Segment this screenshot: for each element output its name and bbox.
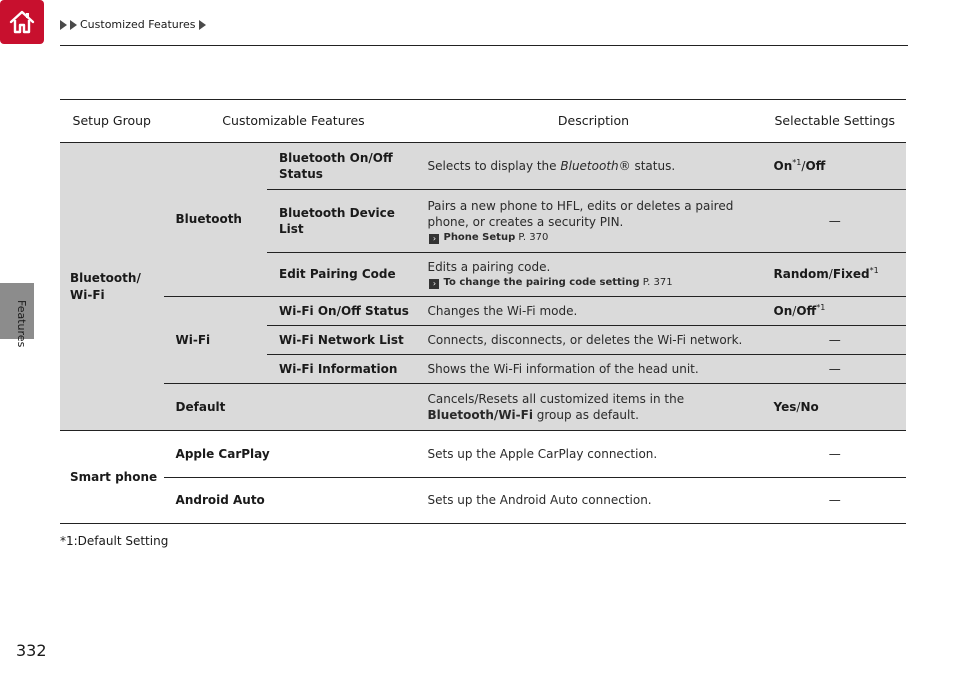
- feature-default: Default: [164, 384, 424, 431]
- header-description: Description: [423, 100, 763, 143]
- breadcrumb-arrow-icon: [199, 20, 206, 30]
- setting-wifi-network-list: —: [764, 326, 906, 355]
- header-rule: [60, 45, 908, 46]
- setting-apple-carplay: —: [764, 431, 906, 478]
- setting-default: Yes/No: [764, 384, 906, 431]
- description-bluetooth-onoff: Selects to display the Bluetooth® status.: [423, 143, 763, 190]
- setting-edit-pairing-code: Random/Fixed$^{*1}$: [764, 253, 906, 297]
- header-customizable-features: Customizable Features: [164, 100, 424, 143]
- description-wifi-onoff: Changes the Wi-Fi mode.: [423, 297, 763, 326]
- feature-wifi-network-list: Wi-Fi Network List: [267, 326, 423, 355]
- table-row: [60, 297, 906, 326]
- group-smartphone: Smart phone: [60, 431, 164, 524]
- subgroup-wifi: Wi-Fi: [164, 297, 267, 384]
- feature-wifi-onoff-status: Wi-Fi On/Off Status: [267, 297, 423, 326]
- footnote: *1:Default Setting: [60, 534, 169, 548]
- table-row: [60, 478, 906, 524]
- feature-edit-pairing-code: Edit Pairing Code: [267, 253, 423, 297]
- customized-features-table: [60, 99, 906, 524]
- home-icon: [7, 7, 37, 37]
- reference-arrow-icon: ›: [429, 279, 439, 289]
- feature-apple-carplay: Apple CarPlay: [164, 431, 424, 478]
- table-row: [60, 143, 906, 190]
- setting-wifi-onoff: On/Off$^{*1}$: [764, 297, 906, 326]
- feature-android-auto: Android Auto: [164, 478, 424, 524]
- setting-android-auto: —: [764, 478, 906, 524]
- reference-arrow-icon: ›: [429, 234, 439, 244]
- description-wifi-information: Shows the Wi-Fi information of the head unit.: [423, 355, 763, 384]
- setting-bluetooth-onoff: On$^{*1}$/Off: [764, 143, 906, 190]
- reference-phone-setup[interactable]: › Phone Setup P. 370: [427, 231, 759, 245]
- description-bluetooth-device-list: Pairs a new phone to HFL, edits or deletes a paired phone, or creates a security PIN. › Phone Setup P. 370: [423, 190, 763, 253]
- table-header-row: [60, 100, 906, 143]
- header-selectable-settings: Selectable Settings: [764, 100, 906, 143]
- feature-wifi-information: Wi-Fi Information: [267, 355, 423, 384]
- feature-bluetooth-onoff-status: Bluetooth On/Off Status: [267, 143, 423, 190]
- subgroup-bluetooth: Bluetooth: [164, 143, 267, 297]
- home-button[interactable]: [0, 0, 44, 44]
- group-bluetooth-wifi: Bluetooth/ Wi-Fi: [60, 143, 164, 431]
- description-default: Cancels/Resets all customized items in the Bluetooth/Wi-Fi group as default.: [423, 384, 763, 431]
- table-row: [60, 431, 906, 478]
- section-label: Features: [15, 300, 28, 348]
- description-android-auto: Sets up the Android Auto connection.: [423, 478, 763, 524]
- page-number: 332: [16, 641, 47, 660]
- feature-bluetooth-device-list: Bluetooth Device List: [267, 190, 423, 253]
- breadcrumb-link-customized-features[interactable]: Customized Features: [80, 18, 196, 31]
- description-wifi-network-list: Connects, disconnects, or deletes the Wi-Fi network.: [423, 326, 763, 355]
- table-row: [60, 384, 906, 431]
- breadcrumb-arrow-icon: [70, 20, 77, 30]
- setting-bluetooth-device-list: —: [764, 190, 906, 253]
- header-setup-group: Setup Group: [60, 100, 164, 143]
- breadcrumb-arrow-icon: [60, 20, 67, 30]
- breadcrumb: [60, 18, 206, 31]
- reference-change-pairing-code[interactable]: › To change the pairing code setting P. 371: [427, 276, 759, 290]
- description-apple-carplay: Sets up the Apple CarPlay connection.: [423, 431, 763, 478]
- setting-wifi-information: —: [764, 355, 906, 384]
- description-edit-pairing-code: Edits a pairing code. › To change the pairing code setting P. 371: [423, 253, 763, 297]
